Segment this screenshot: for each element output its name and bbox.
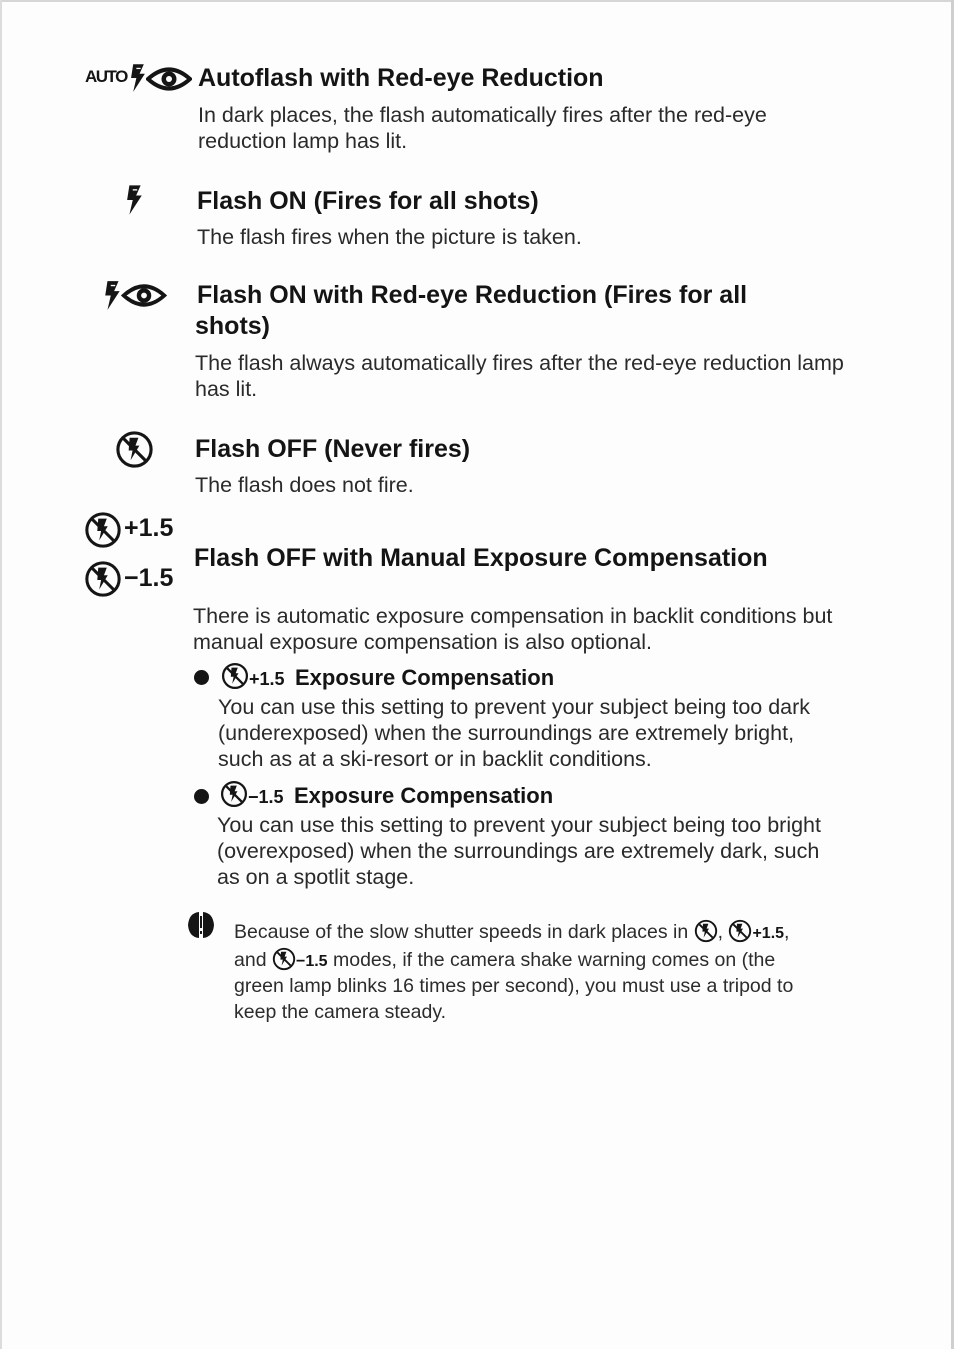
heading-flash-on: Flash ON (Fires for all shots) [197, 187, 539, 215]
auto-label: AUTO [85, 67, 127, 86]
ev-plus-label: +1.5 [124, 514, 174, 542]
body-flash-on: The flash fires when the picture is taken. [197, 225, 582, 249]
list-item [221, 662, 861, 691]
section-flash-on [197, 186, 897, 250]
item-title: Exposure Compensation [295, 665, 555, 690]
list-item [220, 780, 860, 809]
page-edge-left [0, 0, 2, 1349]
note-text [234, 919, 819, 1025]
body-flash-off: The flash does not fire. [195, 473, 414, 497]
red-eye-icon [146, 64, 192, 94]
note-part2: modes, if the camera shake warning comes on (the green lamp blinks 16 times per second), you must use a tripod to keep the camera steady. [234, 948, 794, 1023]
page-edge-top [0, 0, 954, 2]
heading-flash-off-manual: Flash OFF with Manual Exposure Compensation [194, 544, 768, 572]
section-flash-off-manual [194, 543, 894, 574]
flash-bolt-icon [130, 63, 147, 93]
ev-plus-label: +1.5 [249, 669, 285, 689]
bullet [194, 670, 209, 685]
note-part1: Because of the slow shutter speeds in dark places in [234, 921, 689, 943]
item-text: You can use this setting to prevent your subject being too bright (overexposed) when the surroundings are extremely dark, such as on a spotlit stage. [217, 813, 821, 889]
body-flash-on-redeye: The flash always automatically fires after the red-eye reduction lamp has lit. [195, 351, 844, 401]
body-autoflash: In dark places, the flash automatically fires after the red-eye reduction lamp has lit. [198, 103, 767, 153]
flash-off-icon [694, 919, 718, 943]
flash-off-icon [728, 919, 752, 943]
ev-minus-label: −1.5 [248, 787, 284, 807]
note-comma: , [717, 921, 724, 943]
flash-off-icon [84, 511, 122, 549]
flash-off-icon [221, 662, 249, 690]
red-eye-icon [121, 281, 167, 310]
bullet [194, 789, 209, 804]
ev-plus-label: +1.5 [752, 925, 785, 942]
flash-off-icon [272, 947, 296, 971]
section-flash-on-redeye [195, 280, 915, 402]
ev-minus-label: −1.5 [295, 952, 328, 970]
ev-minus-label: −1.5 [124, 564, 174, 592]
caution-icon [186, 910, 216, 940]
flash-bolt-icon [126, 184, 144, 216]
item-title: Exposure Compensation [294, 783, 554, 808]
note-and: , and [234, 921, 790, 971]
heading-flash-on-redeye-line2: shots) [195, 312, 270, 340]
body-flash-off-manual: There is automatic exposure compensation in backlit conditions but manual exposure compensation is also optional. [193, 604, 833, 654]
heading-flash-on-redeye-line1: Flash ON with Red-eye Reduction (Fires for all [197, 281, 748, 309]
heading-autoflash: Autoflash with Red-eye Reduction [198, 64, 604, 92]
flash-off-icon [220, 780, 248, 808]
section-autoflash [198, 63, 878, 154]
item-text: You can use this setting to prevent your subject being too dark (underexposed) when the surroundings are extremely bright, such as at a ski-resort or in backlit conditions. [218, 695, 811, 771]
flash-off-icon [115, 430, 154, 469]
flash-off-icon [84, 560, 122, 598]
heading-flash-off: Flash OFF (Never fires) [195, 435, 471, 463]
flash-bolt-icon [104, 280, 122, 311]
section-flash-off [195, 434, 895, 498]
caution-note [234, 919, 819, 1025]
